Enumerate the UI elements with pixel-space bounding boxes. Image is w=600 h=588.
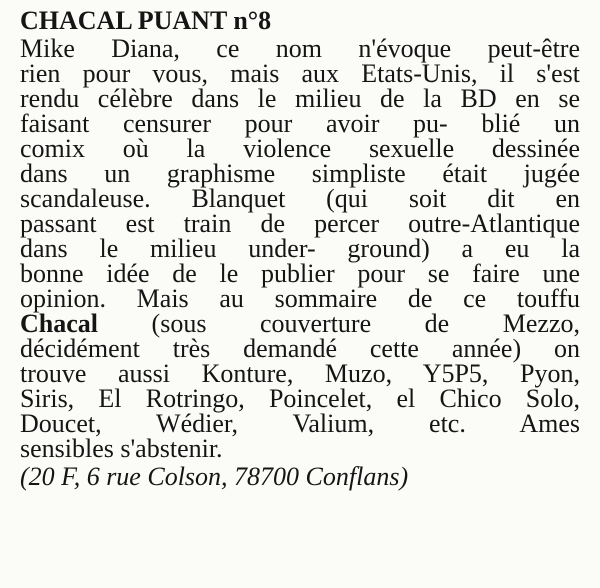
body-line-5: comix où la violence sexuelle dessinée <box>20 134 580 163</box>
body-line-15: Siris, El Rotringo, Poincelet, el Chico Solo, <box>20 384 580 413</box>
body-line-1: Mike Diana, ce nom n'évoque peut-être <box>20 34 580 63</box>
body-line-13: décidément très demandé cette année) on <box>20 334 580 363</box>
body-line-16: Doucet, Wédier, Valium, etc. Ames <box>20 409 580 438</box>
body-line-10: bonne idée de le publier pour se faire une <box>20 259 580 288</box>
body-line-6: dans un graphisme simpliste était jugée <box>20 159 580 188</box>
magazine-name: Chacal <box>20 309 98 338</box>
body-line-9: dans le milieu under- ground) a eu la <box>20 234 580 263</box>
article-body <box>20 36 580 461</box>
publication-reference: (20 F, 6 rue Colson, 78700 Conflans) <box>20 462 409 491</box>
article <box>20 6 580 491</box>
body-line-12-rest: (sous couverture de Mezzo, <box>98 309 580 338</box>
body-line-17: sensibles s'abstenir. <box>20 434 223 463</box>
body-line-11: opinion. Mais au sommaire de ce touffu <box>20 284 580 313</box>
body-line-2: rien pour vous, mais aux Etats-Unis, il s'est <box>20 59 580 88</box>
body-line-7: scandaleuse. Blanquet (qui soit dit en <box>20 184 580 213</box>
body-line-14: trouve aussi Konture, Muzo, Y5P5, Pyon, <box>20 359 580 388</box>
body-line-8: passant est train de percer outre-Atlantique <box>20 209 580 238</box>
body-line-3: rendu célèbre dans le milieu de la BD en se <box>20 84 580 113</box>
body-line-4: faisant censurer pour avoir pu- blié un <box>20 109 580 138</box>
article-title: CHACAL PUANT n°8 <box>20 6 272 35</box>
body-line-12 <box>20 311 580 336</box>
